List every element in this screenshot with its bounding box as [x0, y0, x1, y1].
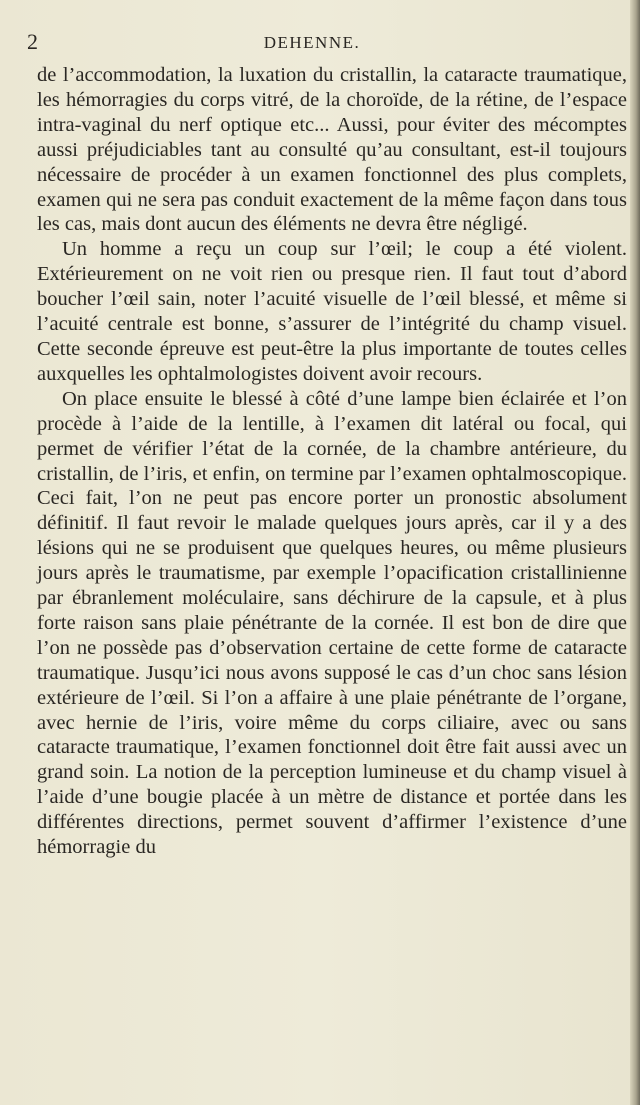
body-text: [37, 63, 627, 860]
paragraph-eye-injury: Un homme a reçu un coup sur l’œil; le coup a été violent. Extérieurement on ne voit rien ou presque rien. Il faut tout d’abord boucher l’œil sain, noter l’acuité visuelle de l’œil blessé, et même si l’acuité centrale est bonne, s’assurer de l’intégrité du champ visuel. Cette seconde épreuve est peut-être la plus importante de toutes celles auxquelles les ophtalmologistes doivent avoir recours.: [37, 238, 627, 385]
page-edge-shadow: [630, 0, 640, 1105]
paragraph-examination: On place ensuite le blessé à côté d’une lampe bien éclairée et l’on procède à l’aide de la lentille, à l’examen dit latéral ou focal, qui permet de vérifier l’état de la cornée, de la chambre antérieure, du cristallin, de l’iris, et enfin, on termine par l’examen ophtalmoscopique. Ceci fait, l’on ne peut pas encore porter un pronostic absolument définitif. Il faut revoir le malade quelques jours après, car il y a des lésions qui ne se produisent que quelques heures, ou même plusieurs jours après le traumatisme, par exemple l’opacification cristallinienne par ébranlement moléculaire, sans déchirure de la capsule, et à plus forte raison sans plaie pénétrante de la cornée. Il est bon de dire que l’on ne possède pas d’observation certaine de cette forme de cataracte traumatique. Jusqu’ici nous avons supposé le cas d’un choc sans lésion extérieure de l’œil. Si l’on a affaire à une plaie pénétrante de l’organe, avec hernie de l’iris, voire même du corps ciliaire, avec ou sans cataracte traumatique, l’examen fonctionnel doit être fait aussi avec un grand soin. La notion de la perception lumineuse et du champ visuel à l’aide d’une bougie placée à un mètre de distance et portée dans les différentes directions, permet souvent d’affirmer l’existence d’une hémorragie du: [37, 387, 627, 859]
running-head: DEHENNE.: [263, 33, 361, 52]
page-header: [27, 30, 597, 54]
page-number: 2: [27, 29, 38, 54]
paragraph-continuation: de l’accommodation, la luxation du cristallin, la cataracte traumatique, les hémorragies du corps vitré, de la choroïde, de la rétine, de l’espace intra-vaginal du nerf optique etc... Aussi, pour éviter des mécomptes aussi préjudiciables tant au consulté qu’au consultant, est-il toujours nécessaire de procéder à un examen fonctionnel des plus complets, examen qui ne sera pas conduit exactement de la même façon dans tous les cas, mais dont aucun des éléments ne devra être négligé.: [37, 64, 627, 236]
